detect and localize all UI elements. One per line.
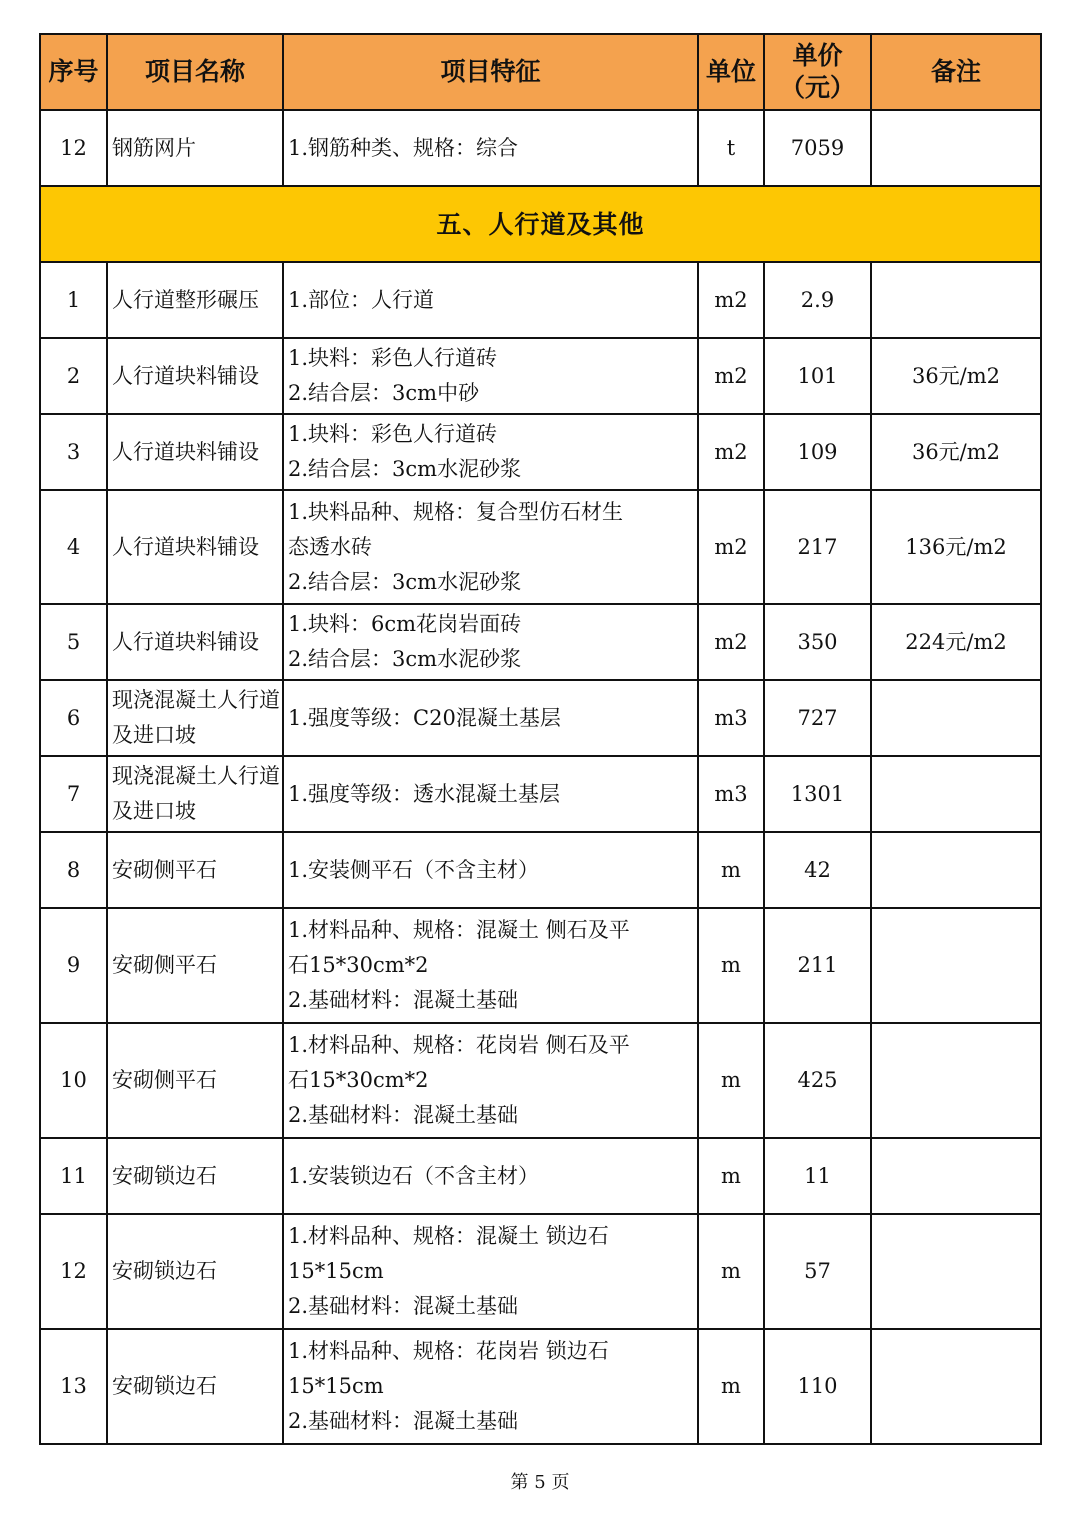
cell-price: 57	[764, 1214, 871, 1329]
cell-name: 人行道块料铺设	[107, 604, 283, 680]
cell-name: 人行道块料铺设	[107, 414, 283, 490]
feature-line: 2.基础材料：混凝土基础	[288, 1409, 519, 1433]
cell-no: 4	[40, 490, 107, 604]
header-name: 项目名称	[107, 34, 283, 110]
cell-price: 101	[764, 338, 871, 414]
cell-remark	[871, 1023, 1041, 1138]
cell-unit: m2	[698, 262, 764, 338]
cell-no: 1	[40, 262, 107, 338]
cell-name: 人行道整形碾压	[107, 262, 283, 338]
feature-line: 1.安装锁边石（不含主材）	[288, 1163, 540, 1188]
cell-price: 110	[764, 1329, 871, 1444]
cell-name: 安砌锁边石	[107, 1329, 283, 1444]
cell-remark	[871, 1329, 1041, 1444]
cell-no: 6	[40, 680, 107, 756]
cell-remark	[871, 1214, 1041, 1329]
cell-unit: m2	[698, 490, 764, 604]
feature-line: 1.块料：彩色人行道砖	[288, 422, 498, 446]
table-row	[40, 756, 1041, 832]
feature-line: 石15*30cm*2	[288, 1068, 429, 1092]
cell-no: 3	[40, 414, 107, 490]
table-row	[40, 1138, 1041, 1214]
cell-unit: m	[698, 1329, 764, 1444]
feature-line: 2.结合层：3cm水泥砂浆	[288, 569, 522, 594]
cell-name: 安砌侧平石	[107, 908, 283, 1023]
cell-remark	[871, 262, 1041, 338]
cell-unit: m	[698, 832, 764, 908]
cell-price: 7059	[764, 110, 871, 186]
feature-line: 1.块料：彩色人行道砖	[288, 346, 498, 370]
table-row	[40, 832, 1041, 908]
cell-feature	[283, 338, 698, 414]
cell-price: 2.9	[764, 262, 871, 338]
cell-feature	[283, 756, 698, 832]
header-feature: 项目特征	[283, 34, 698, 110]
header-remark: 备注	[871, 34, 1041, 110]
feature-line: 2.基础材料：混凝土基础	[288, 1294, 519, 1318]
section-title: 五、人行道及其他	[40, 186, 1041, 262]
cell-name: 安砌锁边石	[107, 1214, 283, 1329]
price-table	[39, 33, 1042, 1445]
cell-unit: m3	[698, 680, 764, 756]
cell-remark	[871, 1138, 1041, 1214]
table-row	[40, 338, 1041, 414]
cell-price: 727	[764, 680, 871, 756]
cell-remark	[871, 832, 1041, 908]
cell-price: 42	[764, 832, 871, 908]
cell-unit: m	[698, 908, 764, 1023]
cell-remark: 36元/m2	[871, 414, 1041, 490]
table-row	[40, 414, 1041, 490]
cell-unit: m2	[698, 414, 764, 490]
table-row	[40, 110, 1041, 186]
cell-price: 11	[764, 1138, 871, 1214]
cell-feature	[283, 1138, 698, 1214]
cell-no: 10	[40, 1023, 107, 1138]
header-price: 单价（元）	[764, 34, 871, 110]
cell-no: 5	[40, 604, 107, 680]
cell-unit: m	[698, 1023, 764, 1138]
cell-name: 安砌侧平石	[107, 1023, 283, 1138]
cell-feature	[283, 908, 698, 1023]
cell-name: 人行道块料铺设	[107, 338, 283, 414]
cell-remark	[871, 908, 1041, 1023]
feature-line: 1.材料品种、规格：混凝土 侧石及平	[288, 918, 630, 942]
cell-feature	[283, 1329, 698, 1444]
cell-feature	[283, 414, 698, 490]
cell-price: 109	[764, 414, 871, 490]
cell-no: 13	[40, 1329, 107, 1444]
feature-line: 1.强度等级：透水混凝土基层	[288, 781, 561, 806]
feature-line: 15*15cm	[288, 1374, 384, 1398]
cell-feature	[283, 1214, 698, 1329]
feature-line: 1.部位：人行道	[288, 287, 435, 312]
feature-line: 1.材料品种、规格：花岗岩 锁边石	[288, 1339, 609, 1363]
cell-unit: m2	[698, 338, 764, 414]
cell-feature	[283, 1023, 698, 1138]
feature-line: 石15*30cm*2	[288, 953, 429, 977]
table-row	[40, 1329, 1041, 1444]
page-number: 第 5 页	[510, 1472, 570, 1493]
feature-line: 2.结合层：3cm中砂	[288, 381, 480, 405]
cell-price: 211	[764, 908, 871, 1023]
cell-price: 217	[764, 490, 871, 604]
cell-no: 11	[40, 1138, 107, 1214]
cell-remark: 136元/m2	[871, 490, 1041, 604]
feature-line: 1.材料品种、规格：花岗岩 侧石及平	[288, 1033, 630, 1057]
table-row	[40, 490, 1041, 604]
feature-line: 2.基础材料：混凝土基础	[288, 988, 519, 1012]
feature-line: 1.材料品种、规格：混凝土 锁边石	[288, 1224, 609, 1248]
section-row	[40, 186, 1041, 262]
cell-name: 人行道块料铺设	[107, 490, 283, 604]
cell-unit: m	[698, 1138, 764, 1214]
cell-remark	[871, 110, 1041, 186]
cell-remark: 224元/m2	[871, 604, 1041, 680]
cell-name: 现浇混凝土人行道及进口坡	[107, 680, 283, 756]
cell-name: 钢筋网片	[107, 110, 283, 186]
feature-line: 1.钢筋种类、规格：综合	[288, 135, 519, 160]
cell-no: 12	[40, 1214, 107, 1329]
cell-remark	[871, 756, 1041, 832]
feature-line: 1.块料品种、规格：复合型仿石材生	[288, 499, 624, 524]
feature-line: 1.块料：6cm花岗岩面砖	[288, 612, 522, 636]
table-row	[40, 1023, 1041, 1138]
cell-no: 9	[40, 908, 107, 1023]
cell-unit: m	[698, 1214, 764, 1329]
cell-feature	[283, 832, 698, 908]
feature-line: 1.强度等级：C20混凝土基层	[288, 705, 561, 730]
cell-price: 1301	[764, 756, 871, 832]
cell-no: 12	[40, 110, 107, 186]
cell-no: 7	[40, 756, 107, 832]
cell-feature	[283, 604, 698, 680]
table-row	[40, 908, 1041, 1023]
cell-unit: m2	[698, 604, 764, 680]
header-unit: 单位	[698, 34, 764, 110]
feature-line: 15*15cm	[288, 1259, 384, 1283]
cell-unit: m3	[698, 756, 764, 832]
cell-feature	[283, 110, 698, 186]
cell-name: 安砌侧平石	[107, 832, 283, 908]
cell-feature	[283, 490, 698, 604]
cell-remark: 36元/m2	[871, 338, 1041, 414]
feature-line: 2.结合层：3cm水泥砂浆	[288, 647, 522, 671]
feature-line: 2.基础材料：混凝土基础	[288, 1103, 519, 1127]
cell-price: 425	[764, 1023, 871, 1138]
cell-price: 350	[764, 604, 871, 680]
cell-feature	[283, 680, 698, 756]
cell-no: 2	[40, 338, 107, 414]
cell-feature	[283, 262, 698, 338]
cell-remark	[871, 680, 1041, 756]
table-row	[40, 1214, 1041, 1329]
cell-name: 现浇混凝土人行道及进口坡	[107, 756, 283, 832]
cell-name: 安砌锁边石	[107, 1138, 283, 1214]
feature-line: 2.结合层：3cm水泥砂浆	[288, 457, 522, 481]
cell-no: 8	[40, 832, 107, 908]
table-row	[40, 262, 1041, 338]
table-row	[40, 680, 1041, 756]
header-no: 序号	[40, 34, 107, 110]
feature-line: 态透水砖	[288, 534, 372, 559]
table-row	[40, 604, 1041, 680]
header-row	[40, 34, 1041, 110]
feature-line: 1.安装侧平石（不含主材）	[288, 857, 540, 882]
cell-unit: t	[698, 110, 764, 186]
